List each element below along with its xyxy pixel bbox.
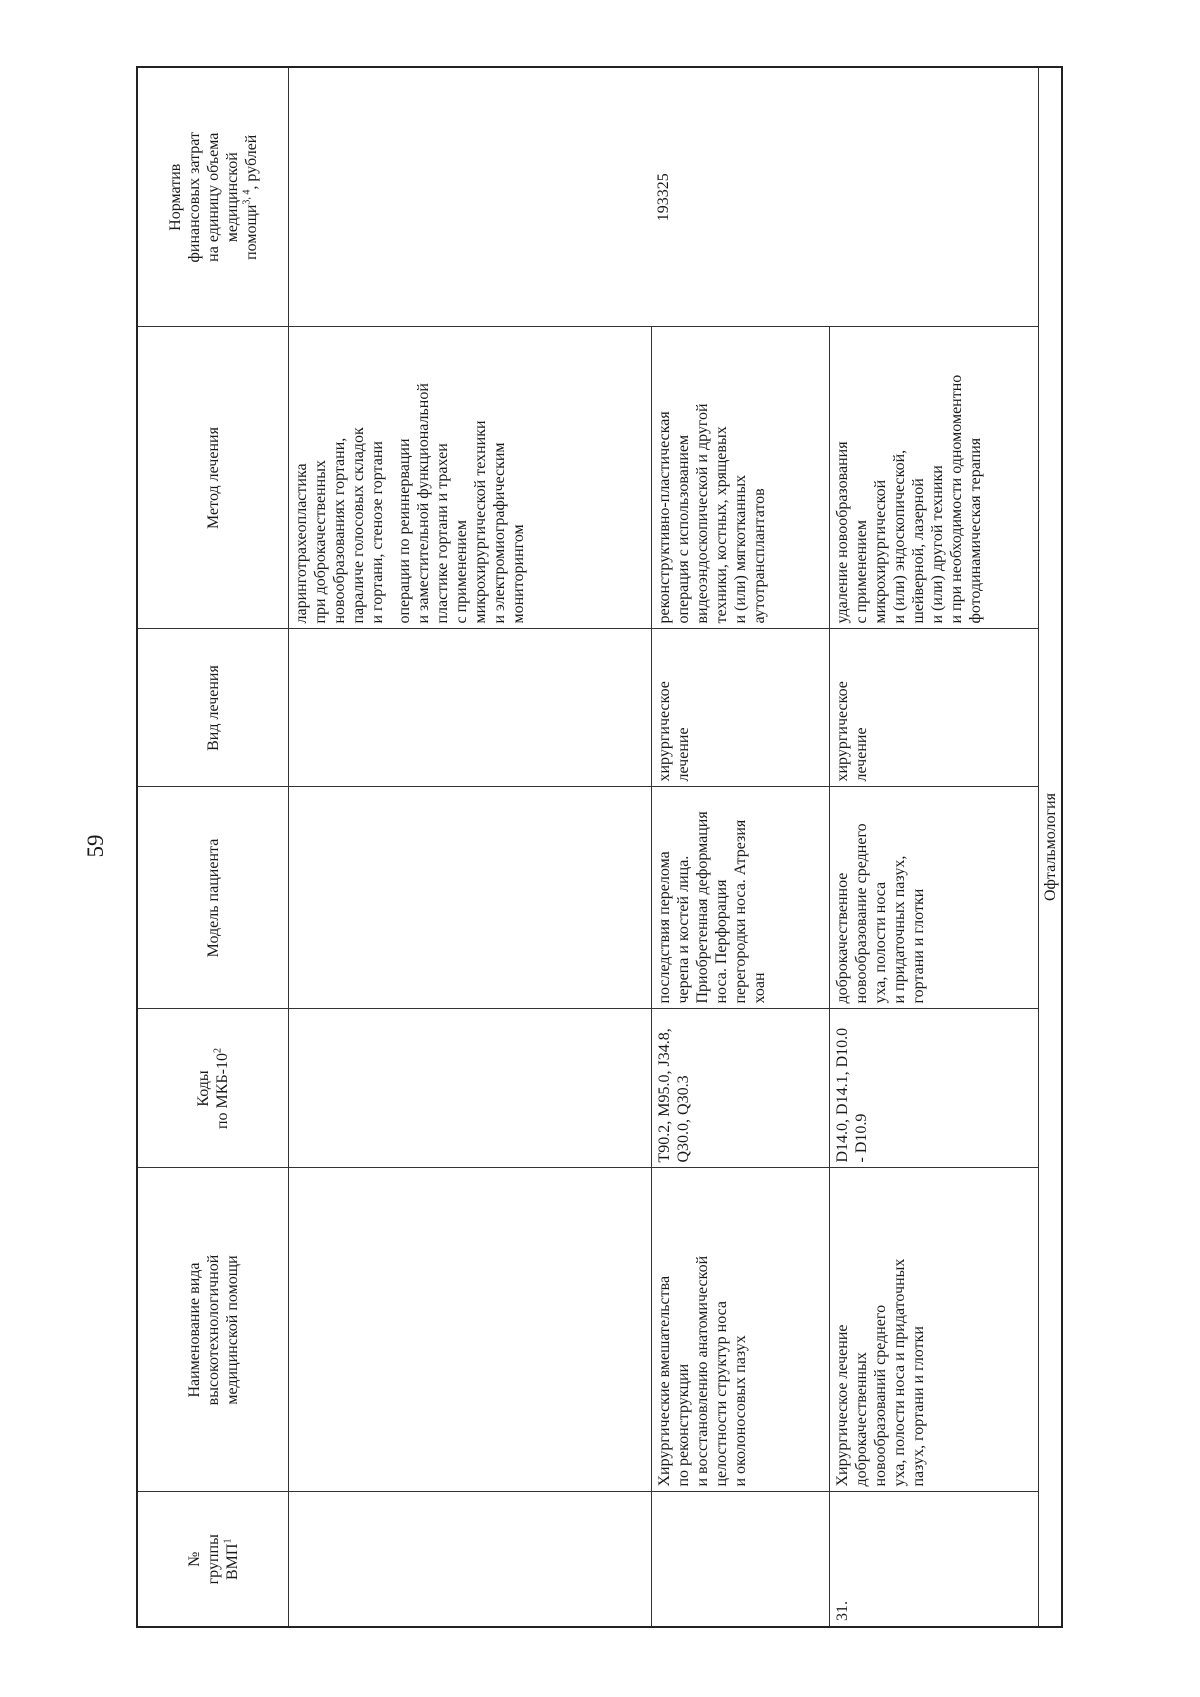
vmp-table — [136, 66, 1063, 1628]
header-row — [137, 67, 289, 1627]
header-patient-model: Модель пациента — [137, 787, 289, 1009]
rotated-table-page — [136, 68, 1063, 1628]
cell-treatment: хирургическое лечение — [829, 629, 1038, 787]
section-title: Офтальмология — [1039, 67, 1062, 1627]
cell-codes — [289, 1009, 652, 1168]
cell-method — [652, 327, 830, 629]
cell-name — [289, 1168, 652, 1492]
cell-codes: T90.2, M95.0, J34.8, Q30.0, Q30.3 — [652, 1009, 830, 1168]
cell-name: Хирургическое лечение доброкачественных новообразований среднего уха, полости носа и придаточных пазух, гортани и глотки — [829, 1168, 1038, 1492]
header-name: Наименование вида высокотехнологичной медицинской помощи — [137, 1168, 289, 1492]
method-block: ларинготрахеопластика при доброкачественных новообразованиях гортани, параличе голосовых складок и гортани, стенозе гортани — [293, 427, 387, 624]
header-group: № группы ВМП$^1$ — [137, 1492, 289, 1627]
cell-model: последствия перелома черепа и костей лица. Приобретенная деформация носа. Перфорация перегородки носа. Атрезия хоан — [652, 787, 830, 1009]
cell-codes: D14.0, D14.1, D10.0 - D10.9 — [829, 1009, 1038, 1168]
header-treatment-type: Вид лечения — [137, 629, 289, 787]
method-block: удаление новообразования с применением микрохирургической и (или) эндоскопической, шейверной, лазерной и (или) другой техники и при необходимости одномоментно фотодинамическая терапия — [833, 374, 984, 624]
cell-method — [829, 327, 1038, 629]
section-row — [1039, 67, 1062, 1627]
header-codes: Коды по МКБ-$10^2$ — [137, 1009, 289, 1168]
table-row — [289, 67, 652, 1627]
cell-cost — [289, 67, 1039, 327]
cell-treatment: хирургическое лечение — [652, 629, 830, 787]
header-cost: Норматив финансовых затрат на единицу объема медицинской помощи$^{3, 4}$, рублей — [137, 67, 289, 327]
cell-model: доброкачественное новообразование среднего уха, полости носа и придаточных пазух, гортани и глотки — [829, 787, 1038, 1009]
page-number: 59 — [83, 834, 108, 858]
cost-value: 193325 — [655, 173, 673, 222]
cell-model — [289, 787, 652, 1009]
cell-method — [289, 327, 652, 629]
header-method: Метод лечения — [137, 327, 289, 629]
cell-name: Хирургические вмешательства по реконструкции и восстановлению анатомической целостности структур носа и околоносовых пазух — [652, 1168, 830, 1492]
method-block: реконструктивно-пластическая операция с использованием видеоэндоскопической и другой техники, костных, хрящевых и (или) мягкотканных аутотрансплантатов — [656, 403, 769, 624]
method-block: операции по реиннервации и заместительной функциональной пластике гортани и трахеи с применением микрохирургической техники и электромиографическим мониторингом — [396, 383, 528, 624]
cell-group — [289, 1492, 652, 1627]
cell-group: 31. — [829, 1492, 1038, 1627]
cell-group — [652, 1492, 830, 1627]
cell-treatment — [289, 629, 652, 787]
